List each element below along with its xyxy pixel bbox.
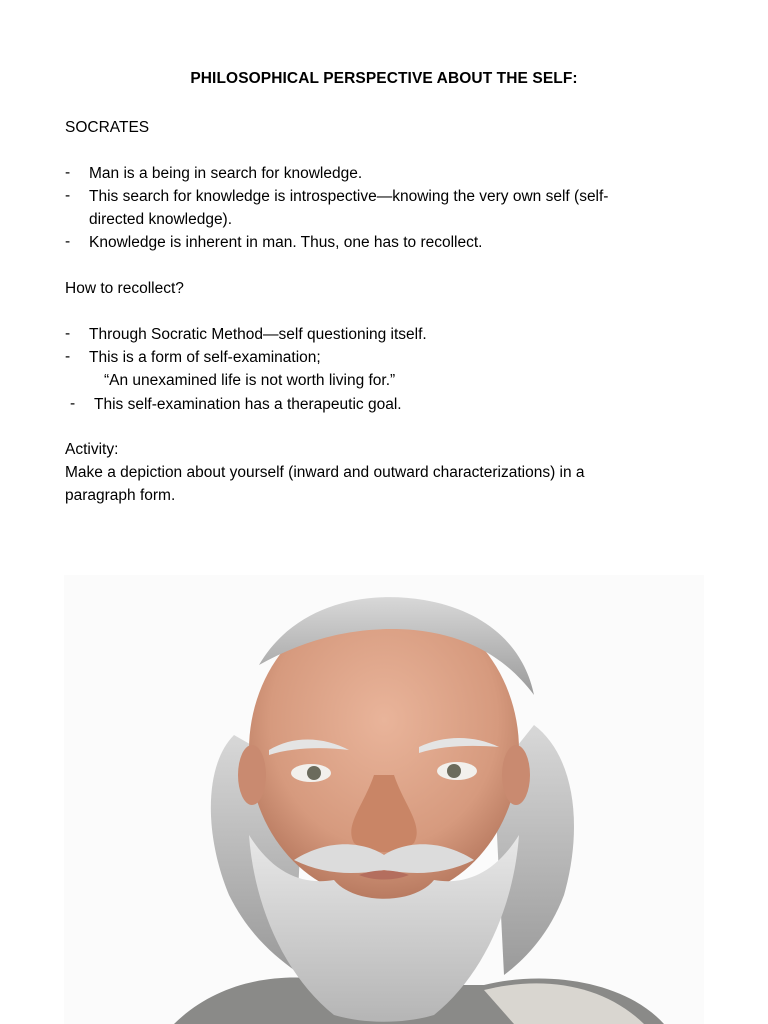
list-item: Through Socratic Method—self questioning itself. [89, 326, 427, 343]
list-item: This self-examination has a therapeutic goal. [94, 396, 402, 413]
question-heading: How to recollect? [65, 280, 184, 297]
bullet-marker: - [70, 395, 76, 412]
list-item-continuation: directed knowledge). [89, 211, 233, 228]
bullet-marker: - [65, 325, 71, 342]
bullet-marker: - [65, 187, 71, 204]
page-title: PHILOSOPHICAL PERSPECTIVE ABOUT THE SELF: [190, 70, 578, 87]
socrates-portrait [64, 575, 704, 1024]
activity-label: Activity: [65, 441, 119, 458]
bullet-marker: - [65, 233, 71, 250]
list-item: This is a form of self-examination; [89, 349, 321, 366]
quote: “An unexamined life is not worth living for.” [104, 372, 396, 389]
bullet-marker: - [65, 348, 71, 365]
activity-text-continuation: paragraph form. [65, 487, 176, 504]
activity-text: Make a depiction about yourself (inward and outward characterizations) in a [65, 464, 585, 481]
bullet-marker: - [65, 164, 71, 181]
list-item: This search for knowledge is introspective—knowing the very own self (self- [89, 188, 609, 205]
list-item: Man is a being in search for knowledge. [89, 165, 363, 182]
section-heading: SOCRATES [65, 119, 150, 136]
list-item: Knowledge is inherent in man. Thus, one has to recollect. [89, 234, 483, 251]
